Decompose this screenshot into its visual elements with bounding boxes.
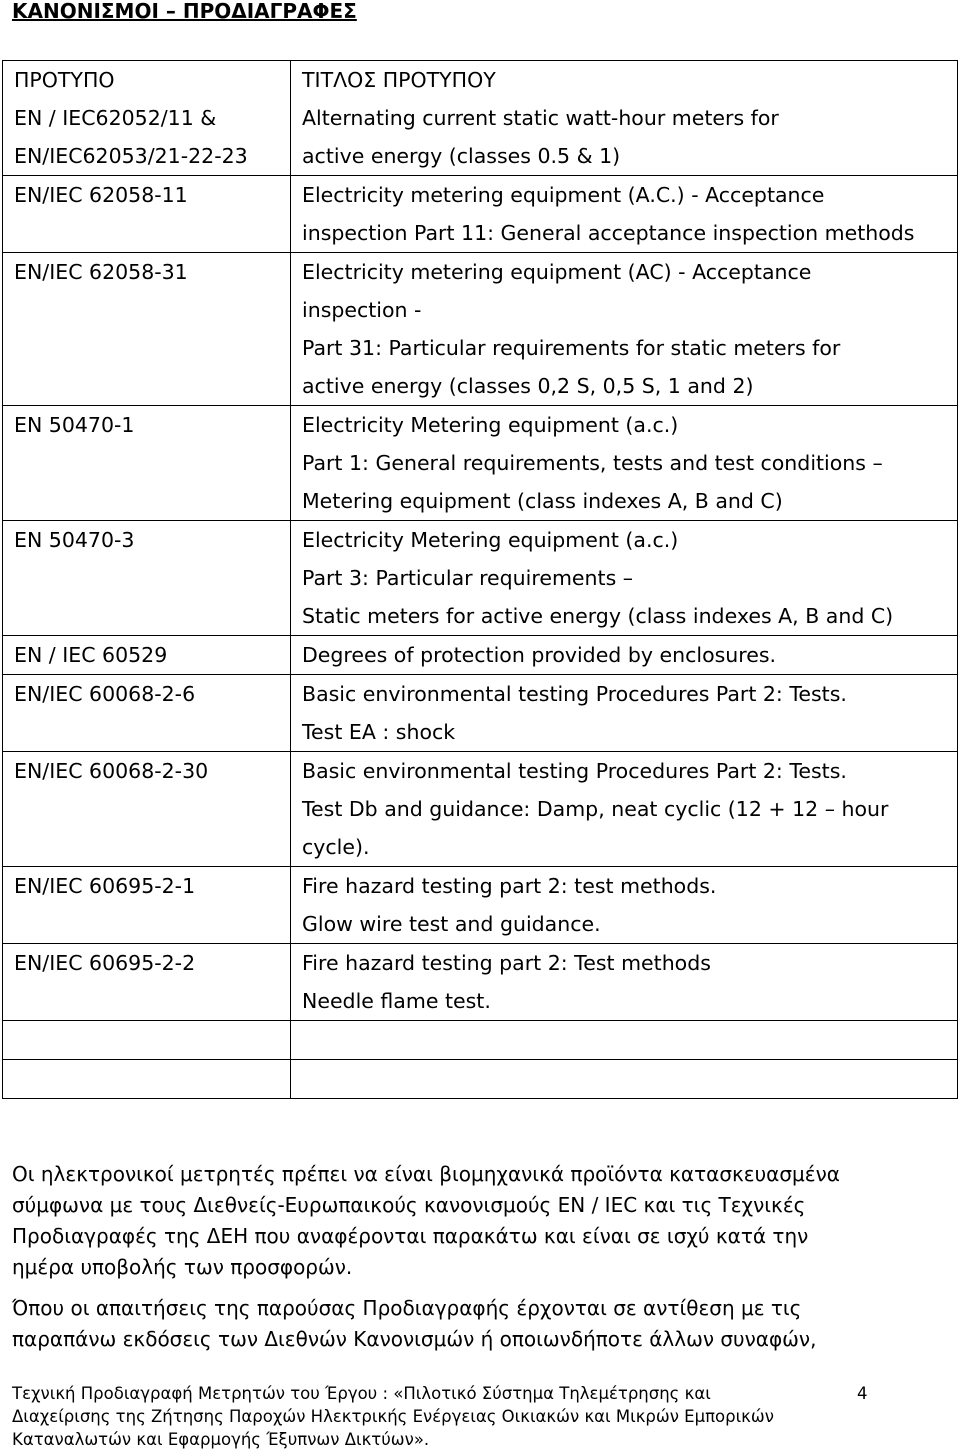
standard-title-line: Test EA : shock	[302, 720, 456, 744]
standard-code-cell	[3, 867, 291, 944]
standard-code-cell	[3, 521, 291, 636]
standard-code: EN/IEC 60068-2-6	[14, 682, 196, 706]
standard-title-line: Part 1: General requirements, tests and test conditions –	[302, 451, 883, 475]
standard-code: ΠΡΟΤΥΠΟ	[14, 68, 115, 92]
paragraph-line: Προδιαγραφές της ΔΕΗ που αναφέρονται παρακάτω και είναι σε ισχύ κατά την	[12, 1224, 809, 1248]
standard-title-cell	[291, 1060, 958, 1099]
standard-code: EN/IEC 60068-2-30	[14, 759, 209, 783]
standard-title-line: Degrees of protection provided by enclosures.	[302, 643, 777, 667]
standard-title-line: Electricity Metering equipment (a.c.)	[302, 413, 679, 437]
document-heading: ΚΑΝΟΝΙΣΜΟΙ – ΠΡΟΔΙΑΓΡΑΦΕΣ	[12, 0, 357, 23]
standard-title-line: Test Db and guidance: Damp, neat cyclic (12 + 12 – hour	[302, 797, 889, 821]
standard-title-line: Electricity metering equipment (AC) - Acceptance	[302, 260, 812, 284]
standard-title-line: active energy (classes 0.5 & 1)	[302, 144, 621, 168]
table-row	[3, 61, 958, 176]
standard-title-line: Static meters for active energy (class indexes A, B and C)	[302, 604, 894, 628]
footer-line: Καταναλωτών και Εφαρμογής Έξυπνων Δικτύων».	[12, 1430, 430, 1449]
standard-title-cell	[291, 944, 958, 1021]
standard-title-cell	[291, 61, 958, 176]
footer-line: Τεχνική Προδιαγραφή Μετρητών του Έργου : «Πιλοτικό Σύστημα Τηλεμέτρησης και	[12, 1384, 711, 1403]
standard-title-cell	[291, 406, 958, 521]
table-row	[3, 675, 958, 752]
standard-code-cell	[3, 636, 291, 675]
standard-code: EN/IEC 62058-31	[14, 260, 188, 284]
table-row	[3, 176, 958, 253]
paragraph-line: σύμφωνα με τους Διεθνείς-Ευρωπαικούς κανονισμούς EN / IEC και τις Τεχνικές	[12, 1193, 806, 1217]
standard-title-line: inspection -	[302, 298, 422, 322]
standard-code-cell	[3, 944, 291, 1021]
standard-title-line: Electricity Metering equipment (a.c.)	[302, 528, 679, 552]
paragraph-line: Οι ηλεκτρονικοί μετρητές πρέπει να είναι βιομηχανικά προϊόντα κατασκευασμένα	[12, 1162, 840, 1186]
table-row	[3, 867, 958, 944]
standard-code-cell	[3, 253, 291, 406]
standard-code: EN/IEC 60695-2-1	[14, 874, 196, 898]
standard-title-cell	[291, 867, 958, 944]
paragraph-line: ημέρα υποβολής των προσφορών.	[12, 1255, 353, 1279]
paragraph-conflict	[12, 1293, 902, 1355]
standard-title-line: Basic environmental testing Procedures Part 2: Tests.	[302, 759, 847, 783]
standard-code: EN/IEC 60695-2-2	[14, 951, 196, 975]
standards-table	[2, 60, 958, 1099]
standard-title-cell	[291, 636, 958, 675]
standard-title-cell	[291, 675, 958, 752]
standard-title-line: cycle).	[302, 835, 370, 859]
standard-title-line: inspection Part 11: General acceptance inspection methods	[302, 221, 915, 245]
table-row	[3, 636, 958, 675]
standard-title-cell	[291, 521, 958, 636]
standard-title-line: Part 31: Particular requirements for static meters for	[302, 336, 841, 360]
standard-code: EN / IEC62052/11 &	[14, 106, 217, 130]
standard-title-line: Alternating current static watt-hour meters for	[302, 106, 779, 130]
table-row	[3, 406, 958, 521]
table-row	[3, 752, 958, 867]
standard-title-line: Needle flame test.	[302, 989, 491, 1013]
table-row	[3, 521, 958, 636]
standard-code	[14, 1060, 290, 1098]
standard-title-cell	[291, 1021, 958, 1060]
standard-title-line: Basic environmental testing Procedures Part 2: Tests.	[302, 682, 847, 706]
table-row	[3, 944, 958, 1021]
paragraph-compliance	[12, 1159, 902, 1283]
standard-code-cell	[3, 61, 291, 176]
standard-code: EN/IEC 62058-11	[14, 183, 188, 207]
standard-code: EN 50470-3	[14, 528, 135, 552]
standard-code-cell	[3, 1060, 291, 1099]
standard-title-line: Electricity metering equipment (A.C.) - Acceptance	[302, 183, 825, 207]
standard-code-cell	[3, 176, 291, 253]
table-row	[3, 1060, 958, 1099]
standard-code: EN 50470-1	[14, 413, 135, 437]
standard-title-line: active energy (classes 0,2 S, 0,5 S, 1 and 2)	[302, 374, 754, 398]
paragraph-line: παραπάνω εκδόσεις των Διεθνών Κανονισμών ή οποιωνδήποτε άλλων συναφών,	[12, 1327, 817, 1351]
standard-code-cell	[3, 752, 291, 867]
standard-title-line	[302, 1021, 957, 1059]
standard-title-cell	[291, 253, 958, 406]
standard-title-line: Glow wire test and guidance.	[302, 912, 601, 936]
standard-title-line	[302, 1060, 957, 1098]
standard-code-cell	[3, 675, 291, 752]
page-number: 4	[857, 1384, 868, 1403]
standard-title-cell	[291, 752, 958, 867]
standard-code: EN/IEC62053/21-22-23	[14, 144, 248, 168]
standard-code-cell	[3, 1021, 291, 1060]
page-footer	[12, 1382, 872, 1451]
table-row	[3, 253, 958, 406]
standard-title-line: ΤΙΤΛΟΣ ΠΡΟΤΥΠΟΥ	[302, 68, 496, 92]
footer-line: Διαχείρισης της Ζήτησης Παροχών Ηλεκτρικής Ενέργειας Οικιακών και Μικρών Εμπορικών	[12, 1407, 774, 1426]
standard-code	[14, 1021, 290, 1059]
standard-code-cell	[3, 406, 291, 521]
standard-code: EN / IEC 60529	[14, 643, 168, 667]
standard-title-line: Part 3: Particular requirements –	[302, 566, 634, 590]
standard-title-cell	[291, 176, 958, 253]
paragraph-line: Όπου οι απαιτήσεις της παρούσας Προδιαγραφής έρχονται σε αντίθεση με τις	[12, 1296, 802, 1320]
table-row	[3, 1021, 958, 1060]
standard-title-line: Metering equipment (class indexes A, B and C)	[302, 489, 783, 513]
standard-title-line: Fire hazard testing part 2: Test methods	[302, 951, 711, 975]
standard-title-line: Fire hazard testing part 2: test methods.	[302, 874, 717, 898]
